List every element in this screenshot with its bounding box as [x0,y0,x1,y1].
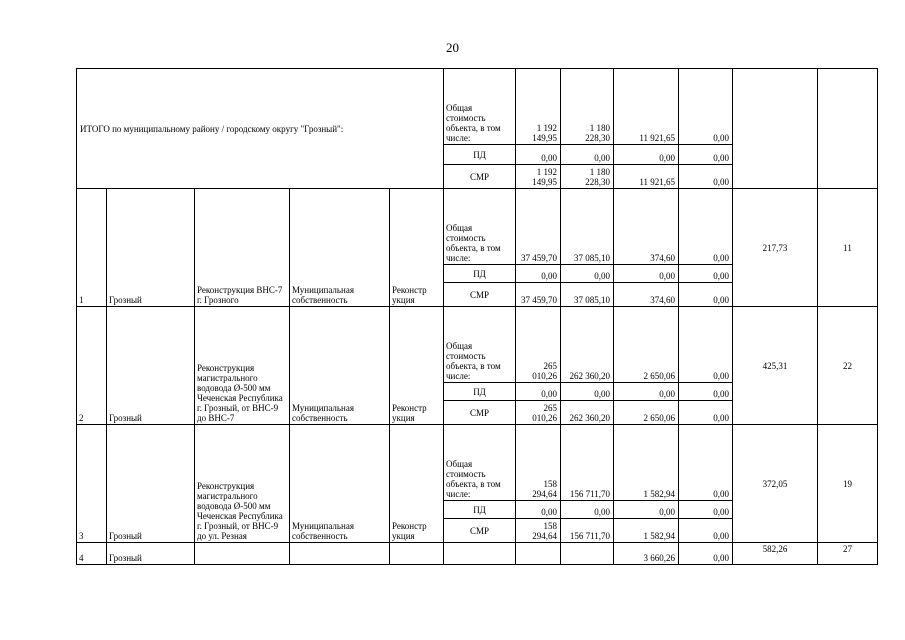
row-number: 2 [77,307,107,425]
row-number: 3 [77,425,107,543]
row-object: Реконструкция магистрального водовода Ø-500 мм Чеченская Республика г. Грозный, от ВНС-9 до ВНС-7 [195,307,290,425]
itogo-smr-1: 1 192 149,95 [516,165,561,189]
row-owner: Муниципальная собственность [290,189,390,307]
row-extra-2: 27 [818,543,878,565]
row-pd-3: 0,00 [614,265,679,283]
row-pd-4: 0,00 [679,501,733,519]
row-owner [290,543,390,565]
row-smr-2: 262 360,20 [561,401,614,425]
row-total-3: 3 660,26 [614,543,679,565]
row-pd-1: 0,00 [516,501,561,519]
itogo-extra-2 [818,69,878,189]
label-pd: ПД [444,145,516,165]
itogo-total-3: 11 921,65 [614,69,679,145]
row-type: Реконстр укция [390,425,444,543]
row-pd-2: 0,00 [561,265,614,283]
row-smr-1: 37 459,70 [516,283,561,307]
row-type: Реконстр укция [390,189,444,307]
label-smr: СМР [444,401,516,425]
row-total-4: 0,00 [679,189,733,265]
itogo-total-4: 0,00 [679,69,733,145]
row-extra-1: 372,05 [733,425,818,543]
row-smr-1: 265 010,26 [516,401,561,425]
row-total-2: 262 360,20 [561,307,614,383]
row-owner: Муниципальная собственность [290,307,390,425]
itogo-pd-1: 0,00 [516,145,561,165]
row-pd-2: 0,00 [561,383,614,401]
row-smr-3: 1 582,94 [614,519,679,543]
itogo-smr-4: 0,00 [679,165,733,189]
row-pd-1: 0,00 [516,383,561,401]
label-smr: СМР [444,283,516,307]
row-number: 4 [77,543,107,565]
label-smr: СМР [444,165,516,189]
row-2-total [77,307,878,383]
label-total: Общая стоимость объекта, в том числе: [444,425,516,501]
row-total-2 [561,543,614,565]
itogo-pd-4: 0,00 [679,145,733,165]
row-pd-2: 0,00 [561,501,614,519]
itogo-pd-3: 0,00 [614,145,679,165]
row-pd-1: 0,00 [516,265,561,283]
row-extra-1: 217,73 [733,189,818,307]
itogo-smr-2: 1 180 228,30 [561,165,614,189]
label-total: Общая стоимость объекта, в том числе: [444,189,516,265]
row-smr-2: 37 085,10 [561,283,614,307]
row-object [195,543,290,565]
row-owner: Муниципальная собственность [290,425,390,543]
row-total-1: 37 459,70 [516,189,561,265]
row-city: Грозный [107,307,195,425]
row-pd-3: 0,00 [614,501,679,519]
page-number: 20 [446,40,459,55]
row-1-total [77,189,878,265]
row-smr-2: 156 711,70 [561,519,614,543]
label-total: Общая стоимость объекта, в том числе: [444,307,516,383]
row-3-total [77,425,878,501]
row-extra-1: 425,31 [733,307,818,425]
itogo-total-1: 1 192 149,95 [516,69,561,145]
itogo-total-2: 1 180 228,30 [561,69,614,145]
row-smr-4: 0,00 [679,401,733,425]
row-total-1: 158 294,64 [516,425,561,501]
row-total-2: 37 085,10 [561,189,614,265]
row-total-1: 265 010,26 [516,307,561,383]
row-total-3: 374,60 [614,189,679,265]
row-pd-3: 0,00 [614,383,679,401]
row-extra-2: 11 [818,189,878,307]
label-pd: ПД [444,265,516,283]
row-total-1 [516,543,561,565]
row-extra-2: 22 [818,307,878,425]
row-smr-4: 0,00 [679,519,733,543]
row-extra-1: 582,26 [733,543,818,565]
row-type [390,543,444,565]
row-total-3: 1 582,94 [614,425,679,501]
row-number: 1 [77,189,107,307]
row-pd-4: 0,00 [679,383,733,401]
label-smr: СМР [444,519,516,543]
row-smr-3: 2 650,06 [614,401,679,425]
itogo-smr-3: 11 921,65 [614,165,679,189]
row-extra-2: 19 [818,425,878,543]
row-object: Реконструкция ВНС-7 г. Грозного [195,189,290,307]
row-city: Грозный [107,543,195,565]
row-total-4: 0,00 [679,307,733,383]
itogo-pd-2: 0,00 [561,145,614,165]
label-pd: ПД [444,501,516,519]
label-total: Общая стоимость объекта, в том числе: [444,69,516,145]
row-city: Грозный [107,425,195,543]
row-smr-3: 374,60 [614,283,679,307]
row-4 [77,543,878,565]
budget-table [76,68,878,565]
row-smr-1: 158 294,64 [516,519,561,543]
itogo-title: ИТОГО по муниципальному району / городскому округу "Грозный": [77,69,444,189]
row-smr-4: 0,00 [679,283,733,307]
row-label [444,543,516,565]
row-pd-4: 0,00 [679,265,733,283]
row-type: Реконстр укция [390,307,444,425]
row-total-2: 156 711,70 [561,425,614,501]
row-object: Реконструкция магистрального водовода Ø-500 мм Чеченская Республика г. Грозный, от ВНС-9 до ул. Резная [195,425,290,543]
row-total-3: 2 650,06 [614,307,679,383]
row-total-4: 0,00 [679,543,733,565]
row-total-4: 0,00 [679,425,733,501]
row-city: Грозный [107,189,195,307]
itogo-extra-1 [733,69,818,189]
itogo-total-row [77,69,878,145]
label-pd: ПД [444,383,516,401]
